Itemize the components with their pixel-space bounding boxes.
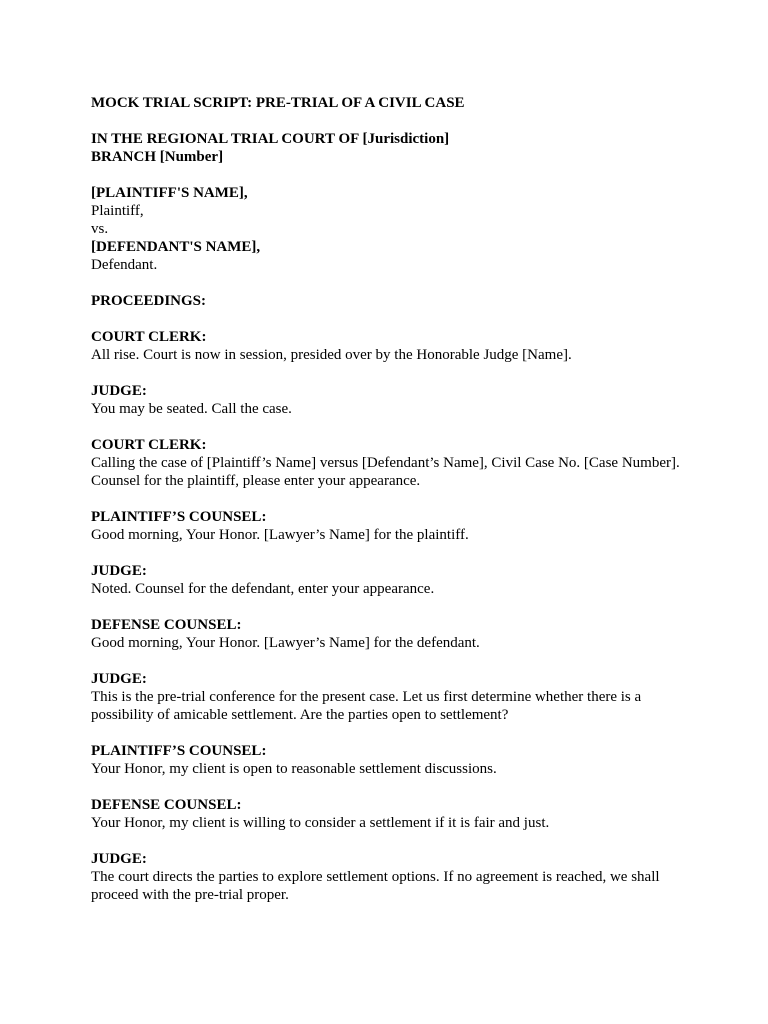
dialogue-entry [91, 670, 681, 724]
versus-text: vs. [91, 221, 109, 237]
speaker-label: JUDGE: [91, 383, 147, 399]
speech-text: Good morning, Your Honor. [Lawyer’s Name] for the defendant. [91, 635, 480, 651]
speaker-label: PLAINTIFF’S COUNSEL: [91, 509, 267, 525]
speech-text: Your Honor, my client is willing to consider a settlement if it is fair and just. [91, 815, 550, 831]
dialogue-entry [91, 742, 681, 778]
proceedings-heading: PROCEEDINGS: [91, 293, 207, 309]
dialogue-entry [91, 796, 681, 832]
dialogue-entry [91, 328, 681, 364]
dialogue-entry [91, 562, 681, 598]
dialogue-entry [91, 436, 681, 490]
document-page [91, 94, 681, 904]
defendant-role: Defendant. [91, 257, 158, 273]
speaker-label: PLAINTIFF’S COUNSEL: [91, 743, 267, 759]
dialogue-entry [91, 508, 681, 544]
defendant-name: [DEFENDANT'S NAME], [91, 239, 261, 255]
speech-text: You may be seated. Call the case. [91, 401, 292, 417]
speaker-label: JUDGE: [91, 563, 147, 579]
speech-text: Good morning, Your Honor. [Lawyer’s Name] for the plaintiff. [91, 527, 469, 543]
speech-text: All rise. Court is now in session, presided over by the Honorable Judge [Name]. [91, 347, 572, 363]
speech-text: Noted. Counsel for the defendant, enter your appearance. [91, 581, 435, 597]
branch-heading: BRANCH [Number] [91, 149, 224, 165]
speaker-label: JUDGE: [91, 851, 147, 867]
speaker-label: JUDGE: [91, 671, 147, 687]
plaintiff-name: [PLAINTIFF'S NAME], [91, 185, 248, 201]
speech-text: Your Honor, my client is open to reasonable settlement discussions. [91, 761, 497, 777]
speech-text: Calling the case of [Plaintiff’s Name] versus [Defendant’s Name], Civil Case No. [Case Number]. Counsel for the plaintiff, please enter your appearance. [91, 455, 680, 489]
speaker-label: COURT CLERK: [91, 437, 207, 453]
document-title: MOCK TRIAL SCRIPT: PRE-TRIAL OF A CIVIL CASE [91, 95, 465, 111]
speech-text: This is the pre-trial conference for the present case. Let us first determine whether there is a possibility of amicable settlement. Are the parties open to settlement? [91, 689, 642, 723]
speaker-label: DEFENSE COUNSEL: [91, 617, 242, 633]
dialogue-entry [91, 616, 681, 652]
dialogue-entry [91, 850, 681, 904]
speech-text: The court directs the parties to explore settlement options. If no agreement is reached, we shall proceed with the pre-trial proper. [91, 869, 660, 903]
plaintiff-role: Plaintiff, [91, 203, 144, 219]
speaker-label: COURT CLERK: [91, 329, 207, 345]
court-heading: IN THE REGIONAL TRIAL COURT OF [Jurisdiction] [91, 131, 450, 147]
dialogue-entry [91, 382, 681, 418]
speaker-label: DEFENSE COUNSEL: [91, 797, 242, 813]
